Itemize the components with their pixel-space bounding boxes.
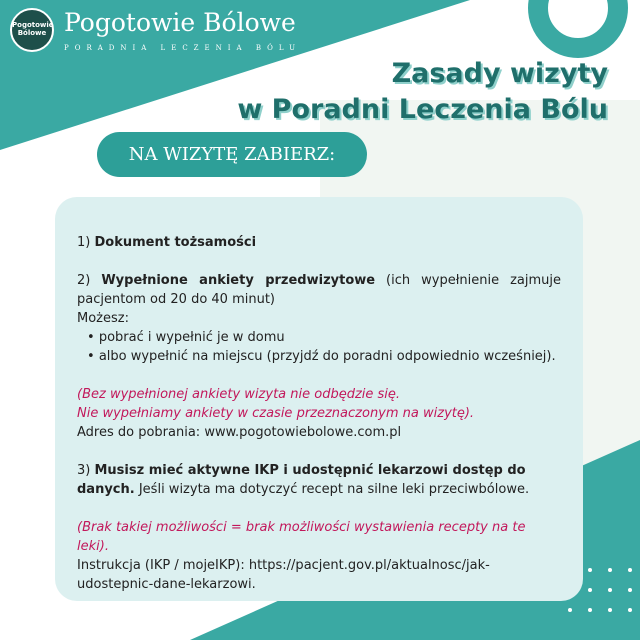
page-title	[237, 56, 608, 128]
warning-1: (Bez wypełnionej ankiety wizyta nie odbędzie się.	[77, 387, 401, 402]
brand-tagline: PORADNIA LECZENIA BÓLU	[64, 44, 301, 52]
section-pill: NA WIZYTĘ ZABIERZ:	[97, 132, 367, 177]
item-1	[77, 233, 561, 252]
item-3	[77, 461, 561, 499]
title-line-1: Zasady wizyty	[391, 58, 608, 89]
list-item: • pobrać i wypełnić je w domu	[87, 328, 561, 347]
item-bold: Musisz mieć aktywne IKP i udostępnić lekarzowi dostęp do danych.	[77, 463, 526, 497]
brand-name: Pogotowie Bólowe	[64, 8, 296, 37]
options-list	[77, 328, 561, 366]
logo-text: Pogotowie Bólowe	[12, 21, 54, 37]
item-number: 3)	[77, 463, 91, 478]
item-number: 2)	[77, 273, 91, 288]
download-address: Adres do pobrania: www.pogotowiebolowe.com.pl	[77, 425, 402, 440]
warning-2: Nie wypełniamy ankiety w czasie przeznaczonym na wizytę).	[77, 406, 475, 421]
info-card	[55, 197, 583, 601]
item-bold: Wypełnione ankiety przedwizytowe	[101, 273, 376, 288]
instruction-link: Instrukcja (IKP / mojeIKP): https://pacjent.gov.pl/aktualnosc/jak-udostepnic-dane-lekarzowi.	[77, 558, 490, 592]
item-text: (ich wypełnienie zajmuje pacjentom od 20 do 40 minut)	[77, 273, 561, 307]
mozesz-label: Możesz:	[77, 311, 129, 326]
item-text: Jeśli wizyta ma dotyczyć recept na silne leki przeciwbólowe.	[134, 482, 530, 497]
logo	[10, 8, 54, 52]
item-2	[77, 271, 561, 309]
title-line-2: w Poradni Leczenia Bólu	[237, 94, 608, 125]
item-number: 1)	[77, 235, 91, 250]
list-item: • albo wypełnić na miejscu (przyjdź do poradni odpowiednio wcześniej).	[87, 347, 561, 366]
item-bold: Dokument tożsamości	[94, 235, 257, 250]
warning-3: (Brak takiej możliwości = brak możliwości wystawienia recepty na te leki).	[77, 520, 526, 554]
